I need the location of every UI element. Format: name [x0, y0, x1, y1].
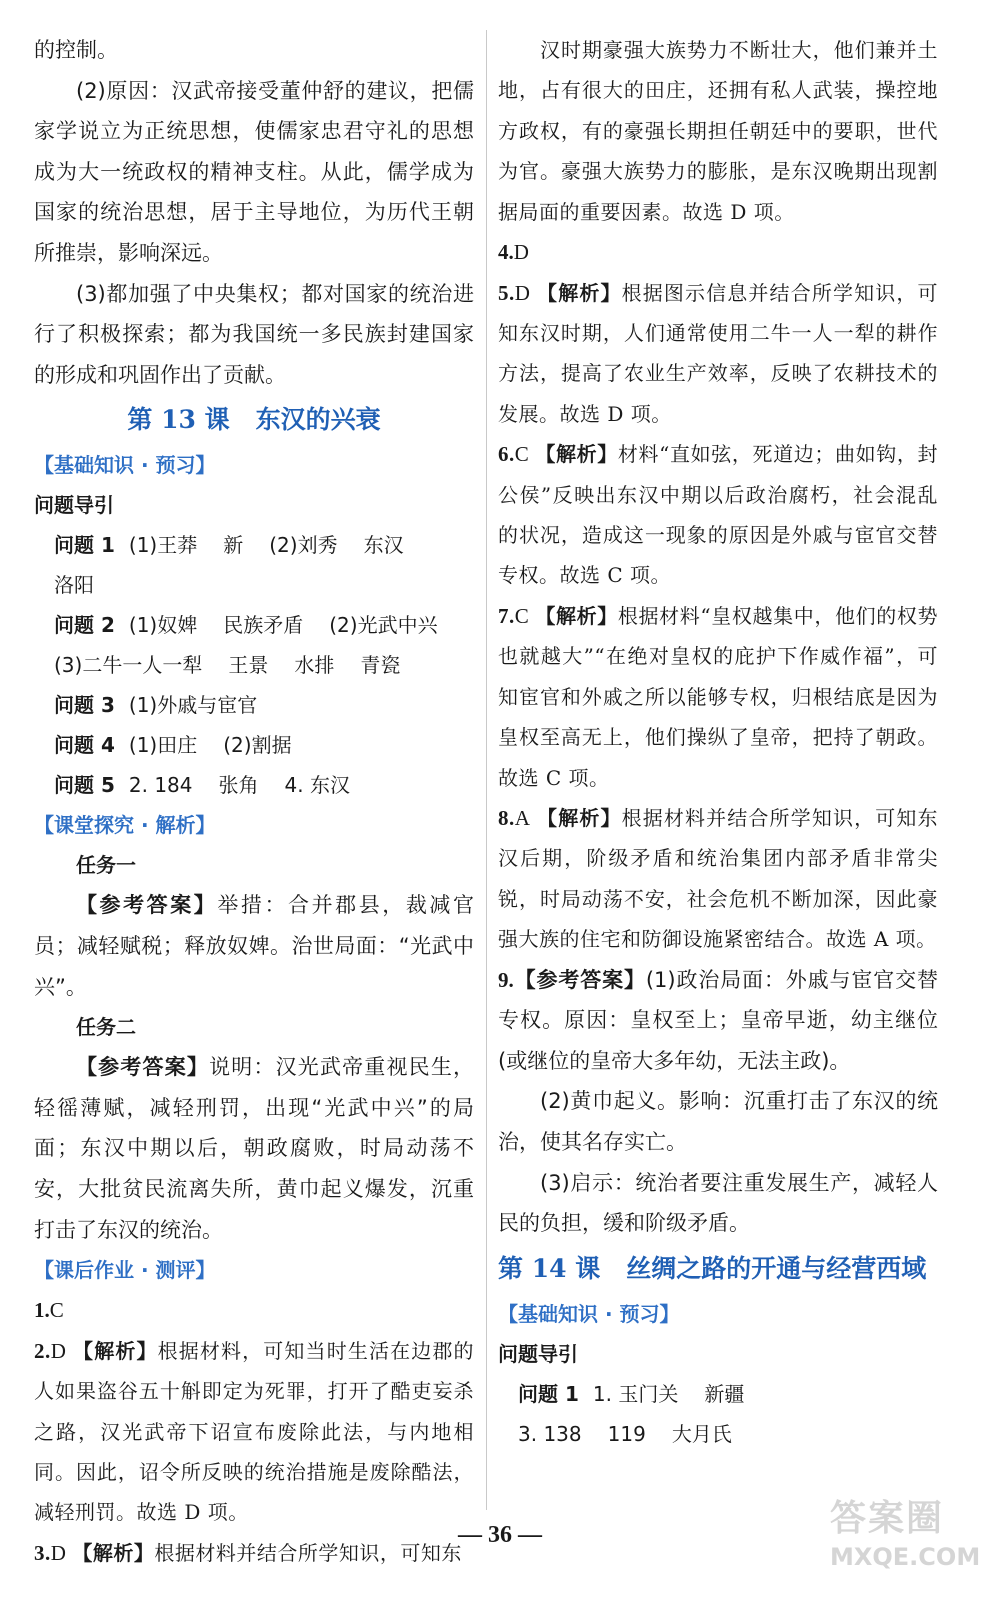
- lesson-14-heading: [498, 1246, 938, 1292]
- answer-item: 7.C 【解析】根据材料“皇权越集中，他们的权势也就越大”“在绝对皇权的庇护下作威作福”，可知宦官和外戚之所以能够专权，归根结底是因为皇权至高无上，他们操纵了皇帝，把持了朝政。故选 C 项。: [498, 603, 938, 790]
- lesson-number: 第 13 课: [127, 405, 230, 435]
- question-row: 问题 1 1. 玉门关 新疆: [518, 1381, 745, 1406]
- question-row: 问题 2 (1)奴婢 民族矛盾 (2)光武中兴: [54, 613, 438, 638]
- section-heading: 【基础知识 · 预习】: [498, 1301, 680, 1326]
- lesson-title: 丝绸之路的开通与经营西域: [626, 1253, 927, 1283]
- question-row: 洛阳: [54, 573, 94, 598]
- lesson-number: 第 14 课: [498, 1253, 601, 1283]
- answer-paragraph: 【参考答案】举措：合并郡县，裁减官员；减轻赋税；释放奴婢。治世局面：“光武中兴”。: [34, 893, 474, 999]
- paragraph: 的控制。: [34, 38, 118, 62]
- question-row: 问题 3 (1)外戚与宦官: [54, 693, 258, 718]
- question-row: (3)二牛一人一犁 王景 水排 青瓷: [54, 653, 401, 678]
- answer-item: 9.【参考答案】(1)政治局面：外戚与宦官交替专权。原因：皇权至上；皇帝早逝，幼主继位(或继位的皇帝大多年幼，无法主政)。: [498, 967, 939, 1073]
- answer-paragraph: 【参考答案】说明：汉光武帝重视民生，轻徭薄赋，减轻刑罚，出现“光武中兴”的局面；东汉中期以后，朝政腐败，时局动荡不安，大批贫民流离失所，黄巾起义爆发，沉重打击了东汉的统治。: [34, 1055, 475, 1242]
- answer-item: 6.C 【解析】材料“直如弦，死道边；曲如钩，封公侯”反映出东汉中期以后政治腐朽，社会混乱的状况，造成这一现象的原因是外戚与宦官交替专权。故选 C 项。: [498, 442, 938, 588]
- answer-item: 5.D 【解析】根据图示信息并结合所学知识，可知东汉时期，人们通常使用二牛一人一犁的耕作方法，提高了农业生产效率，反映了农耕技术的发展。故选 D 项。: [498, 280, 939, 426]
- task-heading: 任务一: [76, 853, 136, 878]
- question-row: 问题 5 2. 184 张角 4. 东汉: [54, 773, 350, 798]
- section-heading: 【课后作业 · 测评】: [34, 1258, 216, 1283]
- paragraph: (2)原因：汉武帝接受董仲舒的建议，把儒家学说立为正统思想，使儒家忠君守礼的思想成为大一统政权的精神支柱。从此，儒学成为国家的统治思想，居于主导地位，为历代王朝所推崇，影响深远。: [34, 78, 474, 265]
- question-row: 问题 1 (1)王莽 新 (2)刘秀 东汉: [54, 533, 404, 558]
- section-heading: 【课堂探究 · 解析】: [34, 813, 216, 838]
- paragraph: (3)都加强了中央集权；都对国家的统治进行了积极探索；都为我国统一多民族封建国家的形成和巩固作出了贡献。: [34, 281, 474, 387]
- right-column: [498, 30, 938, 1454]
- answer-item: 3.D 【解析】根据材料并结合所学知识，可知东: [34, 1540, 462, 1565]
- answer-item: 4.D: [498, 240, 529, 265]
- page-number: — 36 —: [458, 1522, 542, 1548]
- lesson-title: 东汉的兴衰: [255, 405, 381, 435]
- question-row: 问题 4 (1)田庄 (2)割据: [54, 733, 292, 758]
- section-heading: 【基础知识 · 预习】: [34, 453, 216, 478]
- answer-item: 8.A 【解析】根据材料并结合所学知识，可知东汉后期，阶级矛盾和统治集团内部矛盾非常尖锐，时局动荡不安，社会危机不断加深，因此豪强大族的住宅和防御设施紧密结合。故选 A 项。: [498, 805, 939, 952]
- left-column: [34, 30, 474, 1573]
- answer-continuation: 汉时期豪强大族势力不断壮大，他们兼并土地，占有很大的田庄，还拥有私人武装，操控地方政权，有的豪强长期担任朝廷中的要职，世代为官。豪强大族势力的膨胀，是东汉晚期出现割据局面的重要因素。故选 D 项。: [498, 38, 938, 224]
- subheading: 问题导引: [34, 493, 114, 518]
- column-divider: [486, 30, 487, 1510]
- question-row: 3. 138 119 大月氏: [518, 1421, 732, 1446]
- answer-paragraph: (2)黄巾起义。影响：沉重打击了东汉的统治，使其名存实亡。: [498, 1089, 938, 1154]
- answer-paragraph: (3)启示：统治者要注重发展生产，减轻人民的负担，缓和阶级矛盾。: [498, 1170, 938, 1236]
- answer-item: 2.D 【解析】根据材料，可知当时生活在边郡的人如果盗谷五十斛即定为死罪，打开了酷吏妄杀之路，汉光武帝下诏宣布废除此法，与内地相同。因此，诏令所反映的统治措施是废除酷法，减轻刑罚。故选 D 项。: [34, 1338, 475, 1525]
- watermark-logo: 答案圈 MXQE.COM: [830, 1498, 981, 1571]
- subheading: 问题导引: [498, 1341, 578, 1366]
- lesson-13-heading: [34, 397, 474, 443]
- answer-item: 1.C: [34, 1298, 64, 1323]
- task-heading: 任务二: [76, 1015, 136, 1040]
